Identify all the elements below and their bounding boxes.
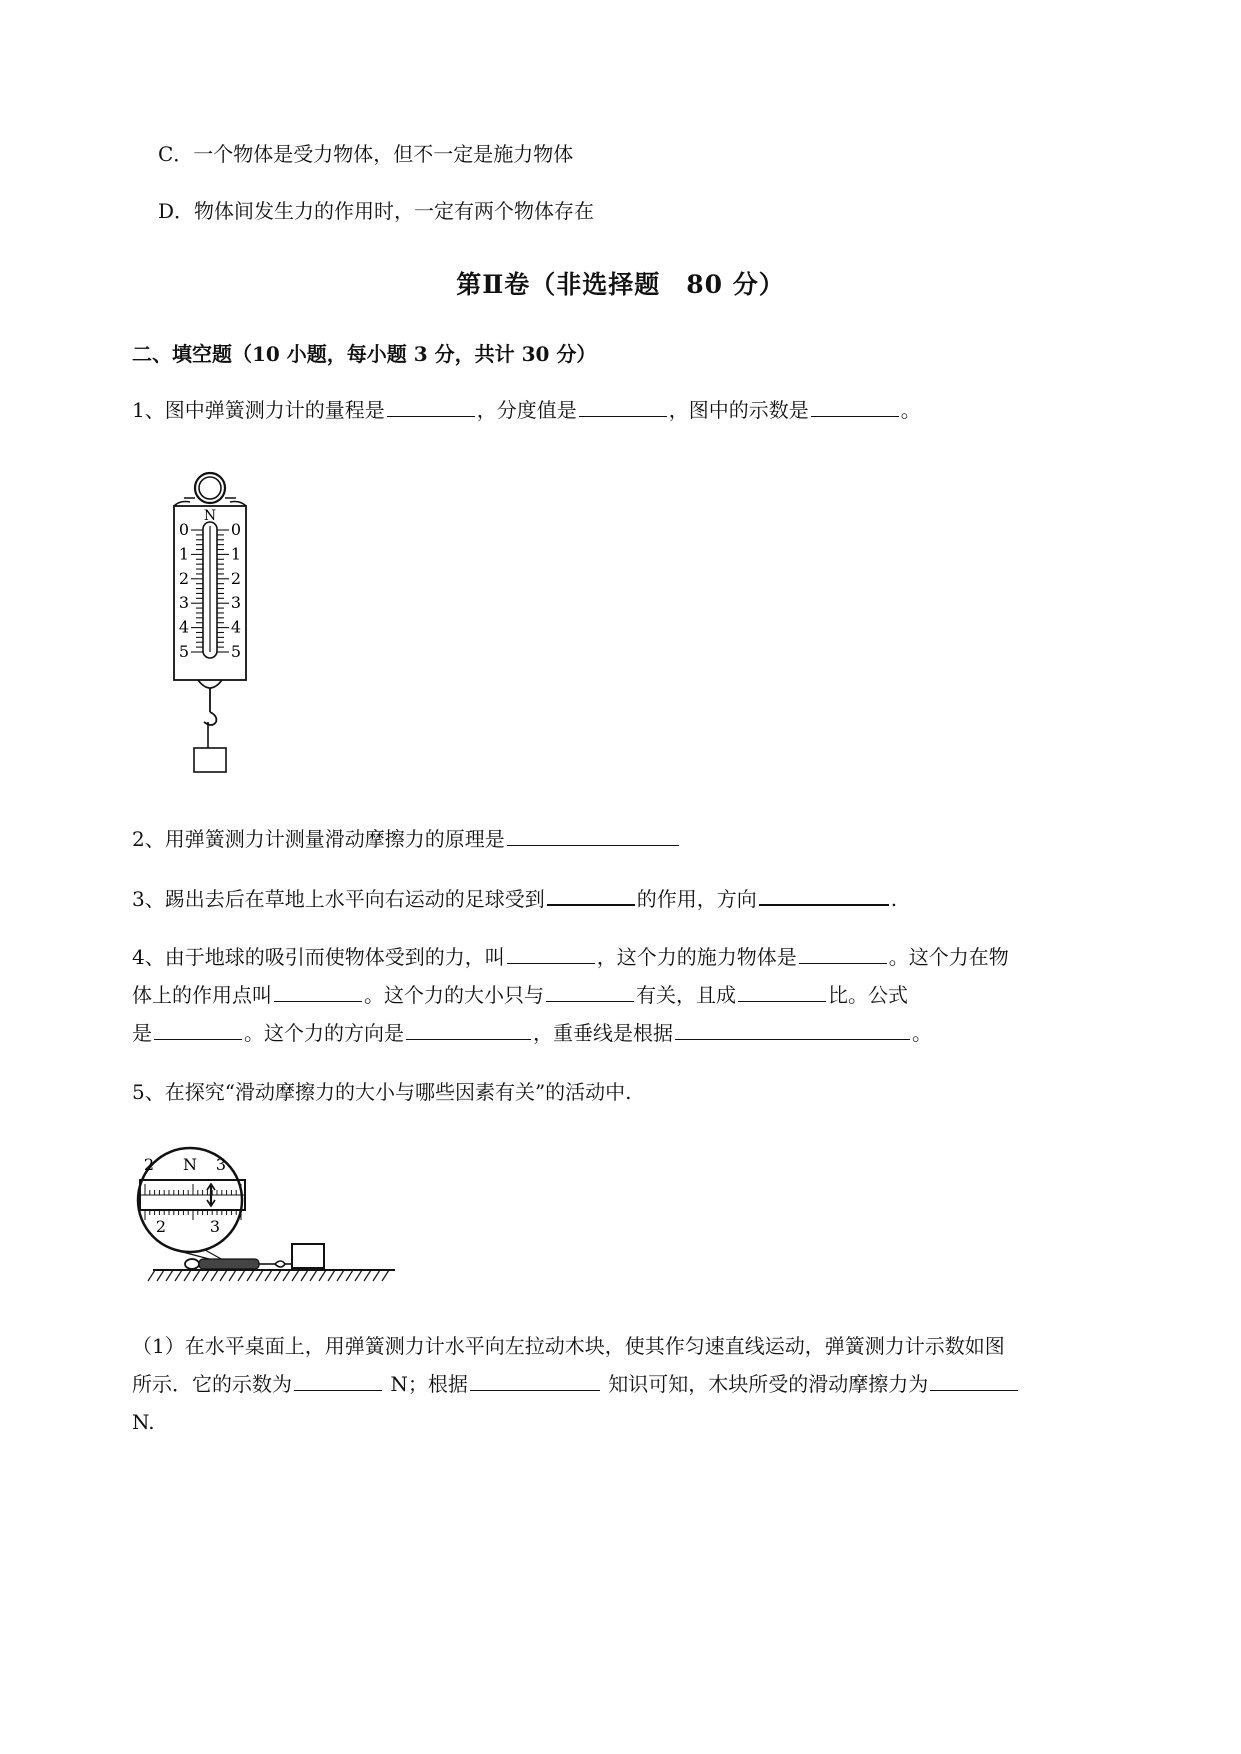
hatch-line	[148, 1270, 155, 1281]
scale-number-left: 3	[178, 593, 190, 613]
q3-blank-force[interactable]	[547, 884, 635, 906]
q5-1-blank-friction[interactable]	[930, 1370, 1018, 1391]
part-title: 第Ⅱ卷（非选择题 80 分）	[456, 270, 785, 299]
hatch-line	[238, 1270, 245, 1281]
q1-text-d: 。	[900, 398, 921, 422]
dial-label-top-2: 2	[143, 1155, 155, 1174]
wooden-block	[292, 1244, 324, 1268]
scale-number-left: 0	[178, 520, 190, 539]
hatch-line	[301, 1270, 308, 1281]
q1-blank-range[interactable]	[387, 396, 475, 417]
question-5-1-line-2	[132, 1370, 1020, 1398]
hatch-line	[382, 1270, 389, 1281]
scale-number-left: 5	[178, 642, 190, 661]
q4-l2-d: 比。公式	[828, 983, 908, 1007]
scale-number-right: 3	[230, 593, 242, 613]
q3-text-c: .	[890, 887, 898, 911]
q4-blank-gravity[interactable]	[507, 943, 595, 964]
question-5-1-line-1: （1）在水平桌面上，用弹簧测力计水平向左拉动木块，使其作匀速直线运动，弹簧测力计示数如图	[132, 1334, 1005, 1358]
hatch-line	[346, 1270, 353, 1281]
q4-blank-principle[interactable]	[675, 1019, 910, 1040]
dial-label-bottom-3: 3	[209, 1217, 221, 1236]
scale-number-right: 2	[230, 568, 242, 588]
question-5: 5、在探究“滑动摩擦力的大小与哪些因素有关”的活动中.	[132, 1080, 632, 1104]
q1-text-c: ，图中的示数是	[668, 398, 809, 422]
q4-l2-c: 有关，且成	[636, 983, 736, 1007]
q4-l1-b: ，这个力的施力物体是	[596, 945, 797, 969]
option-d: D．物体间发生力的作用时，一定有两个物体存在	[158, 199, 595, 223]
scale-hook	[204, 712, 216, 725]
friction-experiment-figure	[135, 1140, 400, 1290]
q5-1-l2-c: 知识可知，木块所受的滑动摩擦力为	[601, 1372, 929, 1396]
scale-number-right: 1	[230, 544, 242, 564]
q4-l3-c: ，重垂线是根据	[533, 1021, 673, 1045]
q5-1-blank-reading[interactable]	[294, 1370, 382, 1391]
hatch-line	[157, 1270, 164, 1281]
section-heading: 二、填空题（10 小题，每小题 3 分，共计 30 分）	[132, 342, 597, 366]
q4-blank-source[interactable]	[799, 943, 887, 964]
q5-1-l2-a: 所示．它的示数为	[132, 1372, 292, 1396]
option-c: C．一个物体是受力物体，但不一定是施力物体	[158, 142, 574, 166]
hatch-line	[337, 1270, 344, 1281]
q4-l1-c: 。这个力在物	[888, 945, 1009, 969]
hatch-line	[265, 1270, 272, 1281]
q4-l1-a: 4、由于地球的吸引而使物体受到的力，叫	[132, 945, 505, 969]
q4-blank-mass[interactable]	[546, 981, 634, 1002]
scale-number-right: 5	[230, 642, 242, 661]
hatch-line	[184, 1270, 191, 1281]
question-3	[132, 884, 897, 913]
scale-number-left: 4	[178, 617, 190, 637]
q5-1-l2-b: N；根据	[384, 1372, 468, 1396]
q4-blank-direction[interactable]	[406, 1019, 531, 1040]
q1-blank-reading[interactable]	[811, 396, 899, 417]
hatch-line	[373, 1270, 380, 1281]
spring-scale-figure	[160, 466, 270, 786]
hatch-line	[247, 1270, 254, 1281]
question-5-1-line-3: N.	[132, 1410, 155, 1434]
q4-blank-center[interactable]	[274, 981, 362, 1002]
scale-number-right: 4	[230, 617, 242, 637]
scale-numbers-left	[179, 520, 189, 661]
q1-text-b: ，分度值是	[476, 398, 577, 422]
hatch-line	[211, 1270, 218, 1281]
q1-text-a: 1、图中弹簧测力计的量程是	[132, 398, 385, 422]
question-2	[132, 825, 681, 853]
hatch-line	[292, 1270, 299, 1281]
hatch-line	[202, 1270, 209, 1281]
q3-text-a: 3、踢出去后在草地上水平向右运动的足球受到	[132, 887, 545, 911]
q4-l2-a: 体上的作用点叫	[132, 983, 272, 1007]
scale-ring-inner	[199, 477, 221, 499]
q4-l3-d: 。	[912, 1021, 932, 1045]
q4-l3-b: 。这个力的方向是	[244, 1021, 404, 1045]
hatch-line	[319, 1270, 326, 1281]
q3-text-b: 的作用，方向	[636, 887, 757, 911]
q2-blank[interactable]	[507, 825, 679, 846]
hatch-line	[256, 1270, 263, 1281]
q4-l3-a: 是	[132, 1021, 152, 1045]
q5-1-blank-knowledge[interactable]	[470, 1370, 600, 1391]
question-1	[132, 396, 921, 424]
hatch-line	[175, 1270, 182, 1281]
hatch-line	[229, 1270, 236, 1281]
hatch-line	[166, 1270, 173, 1281]
hatch-line	[220, 1270, 227, 1281]
ground-hatch	[148, 1270, 389, 1281]
scale-number-left: 1	[178, 544, 190, 564]
scale-unit-label: N	[203, 508, 217, 524]
question-4-line-1	[132, 943, 1009, 971]
hatch-line	[310, 1270, 317, 1281]
hatch-line	[364, 1270, 371, 1281]
hatch-line	[193, 1270, 200, 1281]
hatch-line	[283, 1270, 290, 1281]
q2-text: 2、用弹簧测力计测量滑动摩擦力的原理是	[132, 827, 505, 851]
dial-unit-label: N	[183, 1155, 197, 1174]
dial-label-top-3: 3	[215, 1155, 227, 1174]
hatch-line	[328, 1270, 335, 1281]
q4-l2-b: 。这个力的大小只与	[364, 983, 544, 1007]
question-4-line-2	[132, 981, 908, 1009]
q3-blank-direction[interactable]	[759, 884, 889, 906]
scale-number-right: 0	[230, 520, 242, 539]
hatch-line	[274, 1270, 281, 1281]
hanging-weight	[194, 748, 226, 772]
question-4-line-3	[132, 1019, 932, 1047]
scale-numbers-right	[231, 520, 241, 661]
q1-blank-division[interactable]	[579, 396, 667, 417]
horizontal-spring-scale	[199, 1259, 259, 1269]
q4-blank-proportion[interactable]	[738, 981, 826, 1002]
hatch-line	[355, 1270, 362, 1281]
scale-number-left: 2	[178, 568, 190, 588]
dial-label-bottom-2: 2	[155, 1217, 167, 1236]
q4-blank-formula[interactable]	[154, 1019, 242, 1040]
